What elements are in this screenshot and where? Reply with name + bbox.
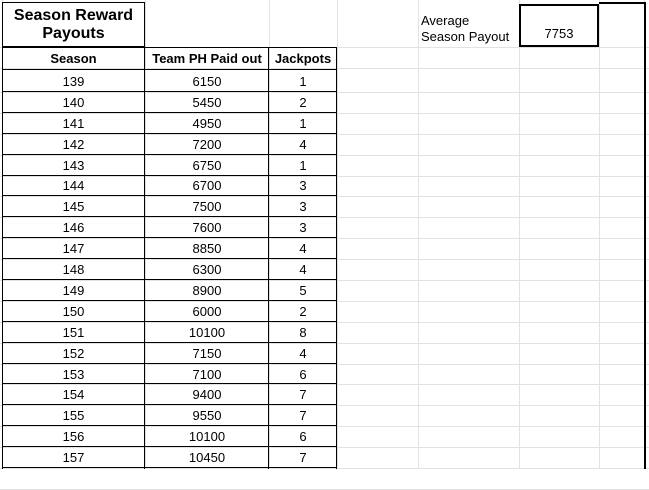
table-cell[interactable]: 3	[299, 220, 307, 236]
grid-vline	[418, 0, 419, 469]
average-label-cell[interactable]	[421, 13, 519, 47]
table-cell[interactable]: 5450	[192, 94, 222, 110]
table-cell[interactable]: 157	[62, 450, 85, 466]
grid-vline	[337, 0, 338, 469]
table-cell[interactable]: 8850	[192, 241, 222, 257]
table-cell[interactable]: 145	[62, 199, 85, 215]
table-cell[interactable]: 150	[62, 303, 85, 319]
table-cell[interactable]: 4	[299, 136, 307, 152]
table-cell[interactable]: 1	[299, 73, 307, 89]
average-label-line2: Season Payout	[421, 29, 510, 44]
table-cell[interactable]: 155	[62, 408, 85, 424]
column-border	[144, 47, 145, 469]
table-cell[interactable]: 7	[299, 408, 307, 424]
table-cell[interactable]: 141	[62, 115, 85, 131]
table-cell[interactable]: 5	[299, 282, 307, 298]
table-cell[interactable]: 143	[62, 157, 85, 173]
column-header-2[interactable]: Jackpots	[274, 51, 332, 66]
table-cell[interactable]: 4	[299, 345, 307, 361]
column-border	[268, 47, 269, 469]
table-cell[interactable]: 152	[62, 345, 85, 361]
table-cell[interactable]: 6300	[192, 262, 222, 278]
table-cell[interactable]: 7600	[192, 220, 222, 236]
table-top-border	[2, 47, 337, 48]
column-border	[2, 47, 3, 469]
table-cell[interactable]: 7100	[192, 366, 222, 382]
header-bottom-border	[2, 69, 337, 70]
average-value: 7753	[544, 26, 574, 41]
table-cell[interactable]: 4950	[192, 115, 222, 131]
table-cell[interactable]: 153	[62, 366, 85, 382]
table-cell[interactable]: 4	[299, 241, 307, 257]
table-cell[interactable]: 149	[62, 282, 85, 298]
table-cell[interactable]: 7500	[192, 199, 222, 215]
table-cell[interactable]: 148	[62, 262, 85, 278]
table-cell[interactable]: 6	[299, 429, 307, 445]
table-cell[interactable]: 6000	[192, 303, 222, 319]
column-border	[336, 47, 337, 469]
table-cell[interactable]: 10100	[188, 429, 226, 445]
frame-right-border	[644, 2, 646, 469]
table-cell[interactable]: 6750	[192, 157, 222, 173]
table-cell[interactable]: 144	[62, 178, 85, 194]
table-cell[interactable]: 8	[299, 324, 307, 340]
row-border	[2, 467, 337, 468]
table-cell[interactable]: 140	[62, 94, 85, 110]
table-cell[interactable]: 10450	[188, 450, 226, 466]
table-cell[interactable]: 151	[62, 324, 85, 340]
table-cell[interactable]: 146	[62, 220, 85, 236]
grid-vline	[519, 0, 520, 469]
column-header-0[interactable]: Season	[50, 51, 97, 66]
table-cell[interactable]: 7200	[192, 136, 222, 152]
table-cell[interactable]: 147	[62, 241, 85, 257]
table-cell[interactable]: 2	[299, 303, 307, 319]
table-cell[interactable]: 6700	[192, 178, 222, 194]
table-cell[interactable]: 10100	[188, 324, 226, 340]
table-cell[interactable]: 4	[299, 262, 307, 278]
table-cell[interactable]: 6	[299, 366, 307, 382]
table-cell[interactable]: 3	[299, 178, 307, 194]
grid-vline	[599, 0, 600, 469]
table-cell[interactable]: 1	[299, 115, 307, 131]
table-cell[interactable]: 9400	[192, 387, 222, 403]
sheet-title-line2: Payouts	[42, 24, 105, 42]
table-cell[interactable]: 9550	[192, 408, 222, 424]
table-cell[interactable]: 139	[62, 73, 85, 89]
table-cell[interactable]: 156	[62, 429, 85, 445]
table-cell[interactable]: 154	[62, 387, 85, 403]
table-cell[interactable]: 1	[299, 157, 307, 173]
sheet-title-line1: Season Reward	[13, 6, 134, 24]
table-cell[interactable]: 3	[299, 199, 307, 215]
sheet-title[interactable]	[2, 2, 145, 47]
table-cell[interactable]: 6150	[192, 73, 222, 89]
average-label-line1: Average	[421, 13, 470, 28]
table-cell[interactable]: 2	[299, 94, 307, 110]
average-value-cell[interactable]	[519, 4, 599, 47]
table-cell[interactable]: 7	[299, 387, 307, 403]
table-cell[interactable]: 7	[299, 450, 307, 466]
column-header-1[interactable]: Team PH Paid out	[152, 51, 262, 66]
table-cell[interactable]: 7150	[192, 345, 222, 361]
table-cell[interactable]: 142	[62, 136, 85, 152]
table-cell[interactable]: 8900	[192, 282, 222, 298]
frame-top-border	[599, 2, 646, 4]
